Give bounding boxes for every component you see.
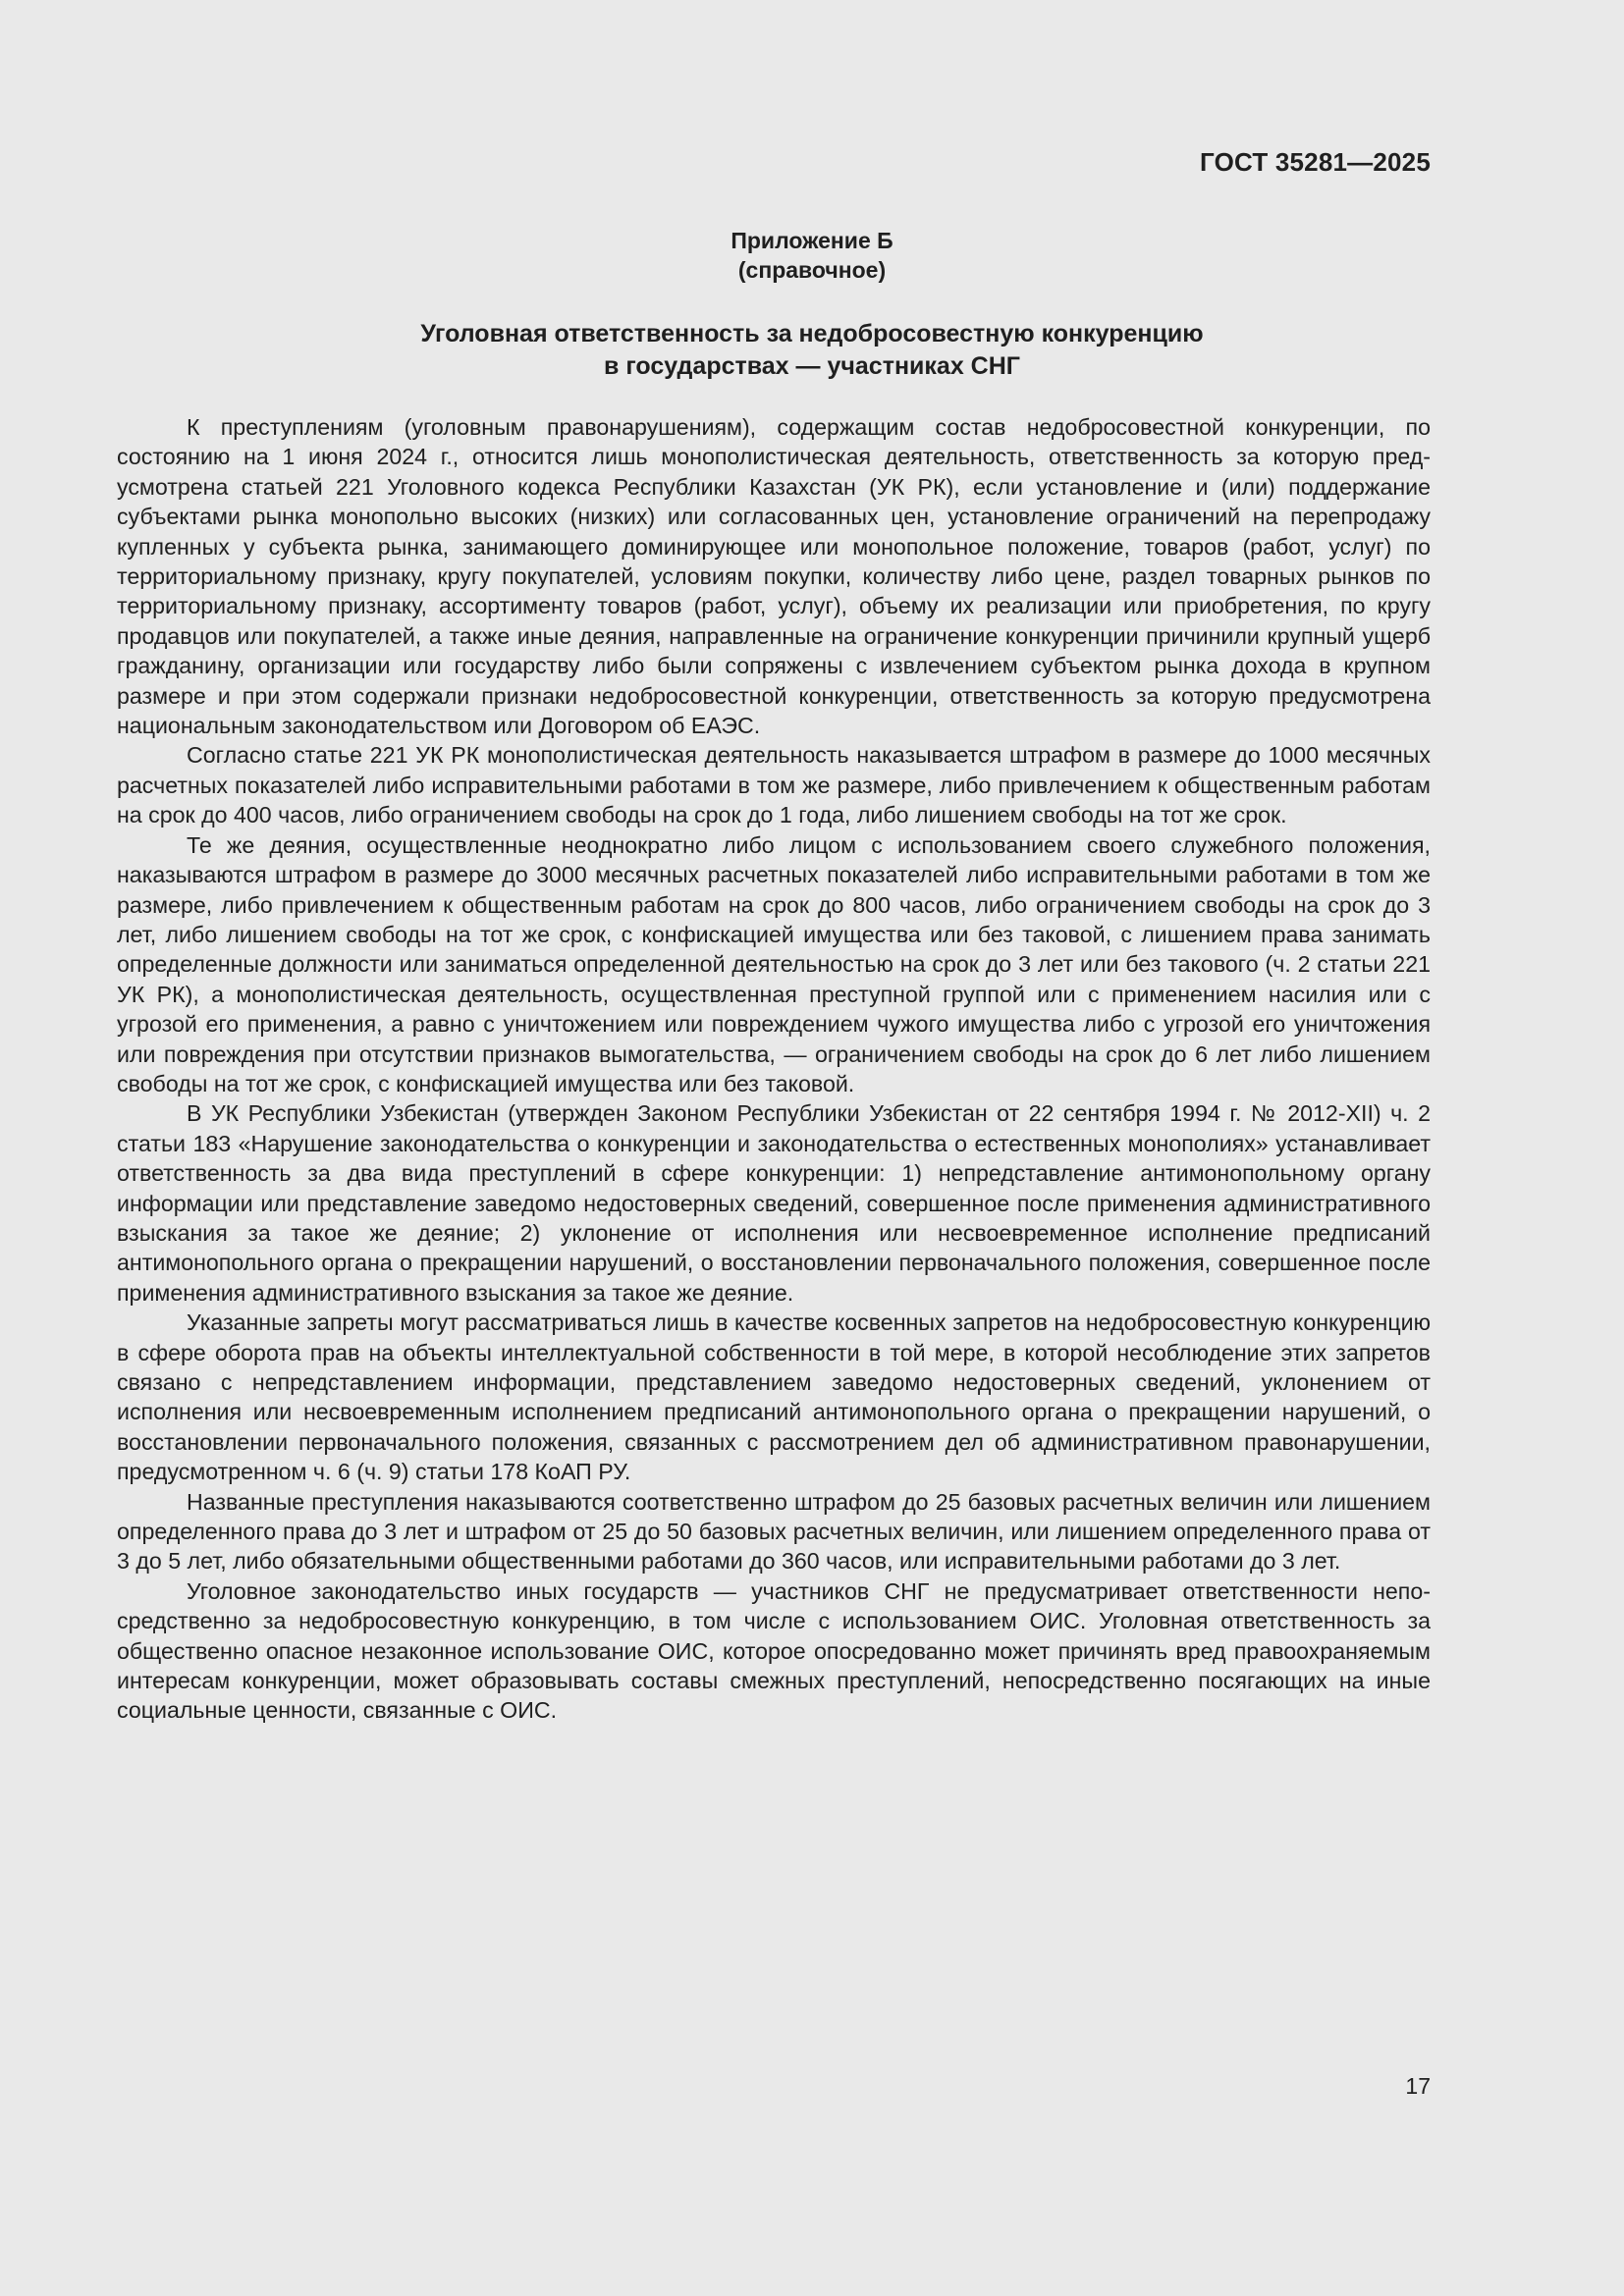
standard-number: ГОСТ 35281—2025 bbox=[1200, 147, 1431, 177]
paragraph: К преступлениям (уголовным правонарушениям), содержащим состав недобросовестной конкуренции, по состоянию на 1 июня 2024 г., относится лишь монополистическая деятельность, ответственность за которую предусмотрена статьей 221 Уголовного кодекса Республики Казахстан (УК РК), если установление и (или) поддержание субъектами рынка монопольно высоких (низких) или согласованных цен, установление ограничений на перепродажу купленных у субъекта рынка, занимающего доминирующее или монопольное положение, товаров (работ, услуг) по территориальному признаку, кругу покупателей, условиям покупки, количеству либо цене, раздел товарных рынков по территориальному признаку, ассортименту товаров (работ, услуг), объему их реализации или приобретения, по кругу продавцов или покупателей, а также иные деяния, направленные на ограничение конкуренции причинили крупный ущерб гражданину, организации или государству либо были сопряжены с извлечением субъектом рынка дохода в крупном размере и при этом содержали признаки недобросовестной конкуренции, ответственность за которую предусмотрена национальным законодательством или Договором об ЕАЭС. bbox=[117, 414, 1431, 739]
paragraph: В УК Республики Узбекистан (утвержден Законом Республики Узбекистан от 22 сентября 1994 г. № 2012-XII) ч. 2 статьи 183 «Нарушение законодательства о конкуренции и законодательства о естественных монополиях» устанавливает ответственность за два вида преступлений в сфере конкуренции: 1) непредставление антимонопольному органу информации или представление заведомо недостоверных сведений, совершенное после применения административного взыскания за такое же деяние; 2) уклонение от исполнения или несвоевременное исполнение предписаний антимонопольного органа о прекращении нарушений, о восстановлении первоначального положения, совершенное после применения административного взыскания за такое же деяние. bbox=[117, 1100, 1431, 1306]
annex-heading bbox=[0, 226, 1624, 285]
annex-type: (справочное) bbox=[737, 257, 887, 283]
section-title bbox=[0, 318, 1624, 383]
page-number: 17 bbox=[1405, 2073, 1431, 2099]
paragraph: Те же деяния, осуществленные неоднократно либо лицом с использованием своего служебного положения, наказываются штрафом в размере до 3000 месячных расчетных показателей либо исправительными работами в том же размере, либо привлечением к общественным работам на срок до 800 часов, либо ограничением свободы на срок до 3 лет, либо лишением свободы на тот же срок, с конфискацией имущества или без таковой, с лишением права занимать определенные должности или заниматься определенной деятельностью на срок до 3 лет или без такового (ч. 2 статьи 221 УК РК), а монополистическая деятельность, осуществленная преступной группой или с применением насилия или с угрозой его применения, а равно с уничтожением или повреждением чужого имущества либо с угрозой его уничтожения или повреждения при отсутствии признаков вымогательства, — ограничением свободы на срок до 6 лет либо лишением свободы на тот же срок, с конфискацией имущества или без таковой. bbox=[117, 831, 1431, 1096]
paragraph: Уголовное законодательство иных государств — участников СНГ не предусматривает ответственности непосредственно за недобросовестную конкуренцию, в том числе с использованием ОИС. Уголовная ответственность за общественно опасное незаконное использование ОИС, которое опосредованно может причинять вред правоохраняемым интересам конкуренции, может образовывать составы смежных преступлений, непосредственно посягающих на иные социальные ценности, связанные с ОИС. bbox=[117, 1577, 1431, 1724]
body-text bbox=[117, 412, 1431, 1726]
paragraph: Указанные запреты могут рассматриваться лишь в качестве косвенных запретов на недобросовестную конкуренцию в сфере оборота прав на объекты интеллектуальной собственности в той мере, в которой несоблюдение этих запретов связано с непредставлением информации, представлением заведомо недостоверных сведений, уклонением от исполнения или несвоевременным исполнением предписаний антимонопольного органа о прекращении нарушений, о восстановлении первоначального положения, связанных с рассмотрением дел об административном правонарушении, предусмотренном ч. 6 (ч. 9) статьи 178 КоАП РУ. bbox=[117, 1309, 1431, 1485]
annex-label: Приложение Б bbox=[731, 228, 893, 253]
paragraph: Согласно статье 221 УК РК монополистическая деятельность наказывается штрафом в размере до 1000 месячных расчетных показателей либо исправительными работами в том же размере, либо привлечением к общественным работам на срок до 400 часов, либо ограничением свободы на срок до 1 года, либо лишением свободы на тот же срок. bbox=[117, 742, 1431, 828]
title-line-2: в государствах — участниках СНГ bbox=[604, 352, 1020, 380]
title-line-1: Уголовная ответственность за недобросовестную конкуренцию bbox=[420, 320, 1204, 347]
paragraph: Названные преступления наказываются соответственно штрафом до 25 базовых расчетных величин или лишением определенного права до 3 лет и штрафом от 25 до 50 базовых расчетных величин, или лишением определенного права от 3 до 5 лет, либо обязательными общественными работами до 360 часов, или исправительными работами до 3 лет. bbox=[117, 1488, 1431, 1575]
